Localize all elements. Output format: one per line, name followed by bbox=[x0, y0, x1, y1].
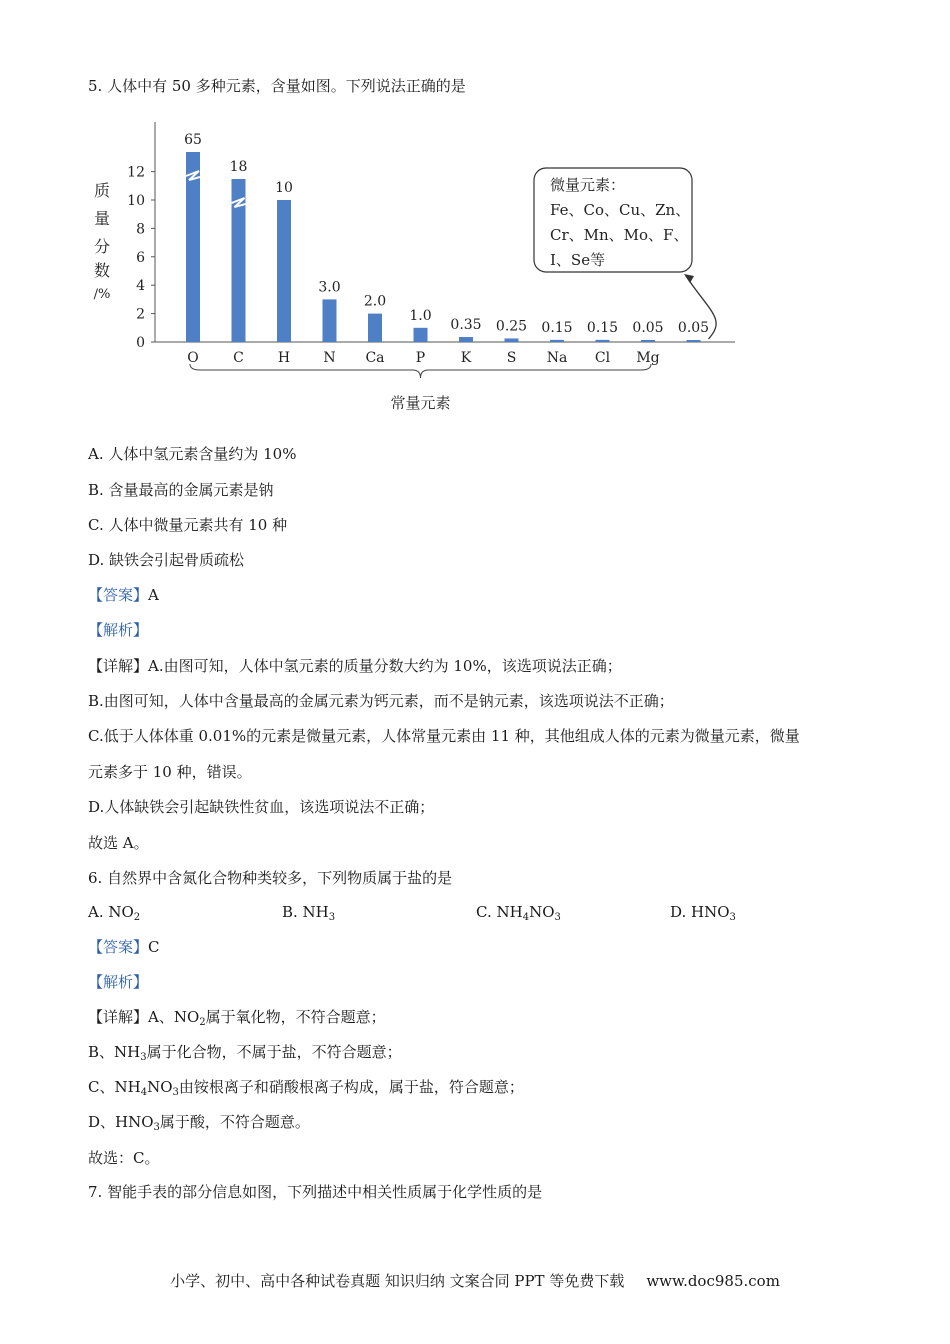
bar-Mg bbox=[641, 340, 655, 342]
x-tick-label: S bbox=[506, 350, 517, 366]
data-label: 18 bbox=[229, 159, 248, 175]
bar-P bbox=[414, 328, 428, 342]
y-tick-label: 12 bbox=[127, 164, 145, 181]
q6-stem: 6. 自然界中含氮化合物种类较多，下列物质属于盐的是 bbox=[88, 869, 453, 887]
data-label: 0.05 bbox=[677, 320, 710, 336]
data-label: 65 bbox=[184, 132, 202, 148]
footer-site-link[interactable]: www.doc985.com bbox=[646, 1272, 780, 1290]
q6-option-b: B. $NH_3$ bbox=[282, 903, 336, 923]
data-label: 2.0 bbox=[363, 293, 387, 310]
q5-detail-3: 元素多于 10 种，错误。 bbox=[88, 763, 252, 781]
y-tick-label: 10 bbox=[127, 193, 145, 209]
bar-K bbox=[459, 337, 473, 342]
q5-option-a: A. 人体中氢元素含量约为 10% bbox=[88, 445, 297, 463]
y-tick-label: 8 bbox=[136, 221, 145, 238]
x-tick-label: H bbox=[277, 350, 291, 366]
x-tick-label: K bbox=[460, 350, 472, 366]
bar-H bbox=[277, 200, 291, 342]
y-axis-label: 质 bbox=[93, 181, 111, 200]
q5-analysis-tag: 【解析】 bbox=[88, 621, 149, 639]
q5-detail-5: 故选 A。 bbox=[88, 834, 149, 852]
callout-line: Cr、Mn、Mo、F、 bbox=[550, 226, 689, 244]
page-footer bbox=[0, 1270, 950, 1291]
y-axis-label: 量 bbox=[93, 209, 111, 228]
bar-N bbox=[323, 299, 337, 342]
bar-Na bbox=[550, 340, 564, 342]
q6-analysis-tag: 【解析】 bbox=[88, 973, 149, 991]
q5-stem: 5. 人体中有 50 多种元素，含量如图。下列说法正确的是 bbox=[88, 77, 466, 95]
answer-value: C bbox=[148, 938, 160, 956]
q5-answer bbox=[88, 585, 159, 605]
q6-option-d: D. $HNO_3$ bbox=[670, 903, 736, 923]
data-label: 10 bbox=[275, 180, 293, 196]
detail-tag: 【详解】 bbox=[88, 1008, 149, 1026]
data-label: 3.0 bbox=[318, 279, 341, 296]
q7-stem: 7. 智能手表的部分信息如图，下列描述中相关性质属于化学性质的是 bbox=[88, 1183, 543, 1201]
footer-text: 小学、初中、高中各种试卷真题 知识归纳 文案合同 PPT 等免费下载 bbox=[170, 1272, 625, 1290]
q5-detail-4: D.人体缺铁会引起缺铁性贫血，该选项说法不正确； bbox=[88, 798, 435, 816]
y-axis-label: 分 bbox=[93, 237, 111, 256]
x-tick-label: O bbox=[187, 350, 199, 366]
q5-option-d: D. 缺铁会引起骨质疏松 bbox=[88, 551, 245, 569]
data-label: 1.0 bbox=[409, 307, 432, 324]
callout-title: 微量元素： bbox=[550, 176, 626, 194]
data-label: 0.05 bbox=[632, 320, 664, 336]
callout-arrowhead bbox=[684, 274, 694, 283]
bracket-label: 常量元素 bbox=[390, 394, 451, 412]
q6-detail-0: 【详解】A、$NO_2$属于氧化物，不符合题意； bbox=[88, 1008, 386, 1028]
y-tick-label: 6 bbox=[136, 249, 145, 266]
q5-detail-1: B.由图可知，人体中含量最高的金属元素为钙元素，而不是钠元素，该选项说法不正确； bbox=[88, 692, 674, 710]
x-tick-label: C bbox=[233, 350, 244, 366]
data-label: 0.25 bbox=[495, 318, 528, 335]
data-label: 0.35 bbox=[450, 317, 482, 334]
x-tick-label: Na bbox=[546, 350, 568, 366]
y-axis-label: 数 bbox=[93, 261, 111, 280]
x-tick-label: N bbox=[323, 350, 336, 366]
q6-detail-3: D、$HNO_3$属于酸，不符合题意。 bbox=[88, 1113, 310, 1133]
bar-Ca bbox=[368, 314, 382, 342]
q5-detail-0: 【详解】A.由图可知，人体中氢元素的质量分数大约为 10%，该选项说法正确； bbox=[88, 657, 622, 675]
q6-detail-1: B、$NH_3$属于化合物，不属于盐，不符合题意； bbox=[88, 1043, 402, 1063]
common-elements-brace bbox=[190, 364, 651, 378]
x-tick-label: Ca bbox=[365, 350, 385, 366]
q6-option-c: C. $NH_4NO_3$ bbox=[476, 903, 561, 923]
callout-line: Fe、Co、Cu、Zn、 bbox=[550, 201, 691, 219]
y-axis-label: /% bbox=[93, 287, 111, 302]
bar-extra bbox=[687, 340, 701, 342]
detail-tag: 【详解】 bbox=[88, 657, 149, 675]
y-tick-label: 2 bbox=[136, 306, 145, 323]
x-tick-label: Cl bbox=[594, 350, 611, 366]
bar-O bbox=[186, 152, 200, 342]
answer-tag: 【答案】 bbox=[88, 586, 149, 604]
q6-answer bbox=[88, 937, 160, 957]
q6-option-a: A. $NO_2$ bbox=[88, 903, 141, 923]
q5-option-b: B. 含量最高的金属元素是钠 bbox=[88, 481, 274, 499]
data-label: 0.15 bbox=[586, 319, 619, 336]
element-content-chart bbox=[88, 112, 748, 422]
y-tick-label: 0 bbox=[136, 335, 145, 351]
answer-tag: 【答案】 bbox=[88, 938, 149, 956]
y-tick-label: 4 bbox=[136, 278, 145, 295]
data-label: 0.15 bbox=[541, 319, 573, 336]
q5-detail-2: C.低于人体体重 0.01%的元素是微量元素，人体常量元素由 11 种，其他组成人体的元素为微量元素，微量 bbox=[88, 727, 800, 745]
bar-S bbox=[505, 338, 519, 342]
x-tick-label: P bbox=[415, 350, 426, 366]
q6-conclusion: 故选：C。 bbox=[88, 1149, 160, 1167]
bar-Cl bbox=[596, 340, 610, 342]
answer-value: A bbox=[148, 586, 159, 604]
q5-option-c: C. 人体中微量元素共有 10 种 bbox=[88, 516, 288, 534]
x-tick-label: Mg bbox=[636, 350, 660, 366]
callout-line: I、Se等 bbox=[550, 251, 606, 269]
q6-detail-2: C、$NH_4NO_3$由铵根离子和硝酸根离子构成，属于盐，符合题意； bbox=[88, 1078, 524, 1098]
